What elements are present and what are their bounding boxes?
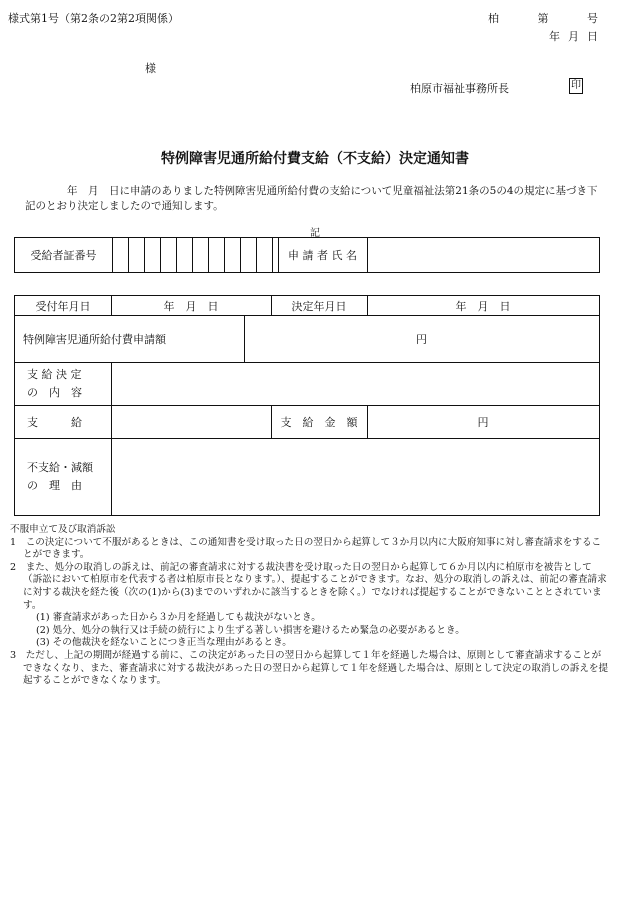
notes-heading: 不服申立て及び取消訴訟	[10, 524, 116, 535]
appeal-notes	[10, 524, 610, 688]
reason-label	[27, 438, 111, 515]
reason-field[interactable]	[111, 438, 599, 515]
month-label: 月	[568, 30, 579, 43]
notes-subitem-2: (2) 処分、処分の執行又は手続の続行により生ずる著しい損害を避けるため緊急の必要があるとき。	[36, 624, 465, 636]
decision-content-label-line1: 支 給 決 定	[27, 367, 82, 381]
year-label: 年	[549, 30, 560, 43]
intro-text: 年 月 日に申請のありました特例障害児通所給付費の支給について児童福祉法第21条の5の4の規定に基づき下記のとおり決定しましたので通知します。	[25, 185, 598, 212]
decision-content-label-line2: の 内 容	[27, 385, 82, 399]
applicant-name-label: 申 請 者 氏 名	[288, 249, 357, 262]
received-date-label: 受付年月日	[35, 299, 91, 313]
payment-amount-label: 支 給 金 額	[280, 415, 358, 429]
notes-subitems	[10, 612, 610, 650]
decision-date-label: 決定年月日	[291, 299, 347, 313]
notes-subitem-3: (3) その他裁決を経ないことにつき正当な理由があるとき。	[36, 637, 292, 649]
application-amount-label: 特例障害児通所給付費申請額	[23, 332, 166, 346]
reason-label-line1: 不支給・減額	[27, 460, 93, 474]
recipient-table	[14, 237, 600, 273]
recipient-number-label: 受給者証番号	[30, 249, 97, 262]
application-amount-yen: 円	[416, 332, 427, 346]
decision-content-field[interactable]	[111, 362, 599, 405]
payment-amount-yen: 円	[477, 415, 489, 429]
seal-mark: 印	[569, 78, 583, 94]
notes-item-3: 3 ただし、上記の期間が経過する前に、この決定があった日の翌日から起算して１年を経過した場合は、原則として審査請求することができなくなり、また、審査請求に対する裁決があった日の翌日から起算して１年を経過した場合は、原則として決定の取消しの訴えを提起することができなくなります。	[10, 649, 609, 687]
notes-item-2: 2 また、処分の取消しの訴えは、前記の審査請求に対する裁決書を受け取った日の翌日から起算して６か月以内に柏原市を被告として（訴訟において柏原市を代表する者は柏原市長となります。）、提起することができます。なお、処分の取消しの訴えは、前記の審査請求に対する裁決を経た後（次の(1)から(3)までのいずれかに該当するときを除く。）でなければ提起することができないこととされています。	[10, 561, 607, 611]
office-char: 柏	[488, 12, 499, 25]
issuer-name: 柏原市福祉事務所長	[410, 82, 509, 95]
reason-label-line2: の 理 由	[27, 478, 82, 492]
ki-mark: 記	[310, 228, 320, 239]
decision-table	[14, 295, 600, 516]
addressee-suffix: 様	[145, 62, 156, 75]
received-date-value[interactable]: 年 月 日	[163, 299, 219, 313]
payment-field[interactable]	[111, 405, 271, 438]
document-number-date	[488, 10, 598, 44]
applicant-name-field[interactable]	[367, 238, 599, 272]
document-title: 特例障害児通所給付費支給（不支給）決定通知書	[161, 151, 469, 167]
dai-label: 第	[537, 12, 549, 25]
decision-date-value[interactable]: 年 月 日	[455, 299, 511, 313]
go-label: 号	[587, 12, 598, 25]
notes-item-1: 1 この決定について不服があるときは、この通知書を受け取った日の翌日から起算して３か月以内に大阪府知事に対し審査請求をすることができます。	[10, 536, 602, 561]
form-number: 様式第1号（第2条の2第2項関係）	[8, 12, 179, 25]
day-label: 日	[587, 30, 598, 43]
notes-subitem-1: (1) 審査請求があった日から３か月を経過しても裁決がないとき。	[36, 612, 321, 624]
decision-content-label	[27, 362, 111, 405]
payment-label: 支 給	[27, 415, 82, 429]
